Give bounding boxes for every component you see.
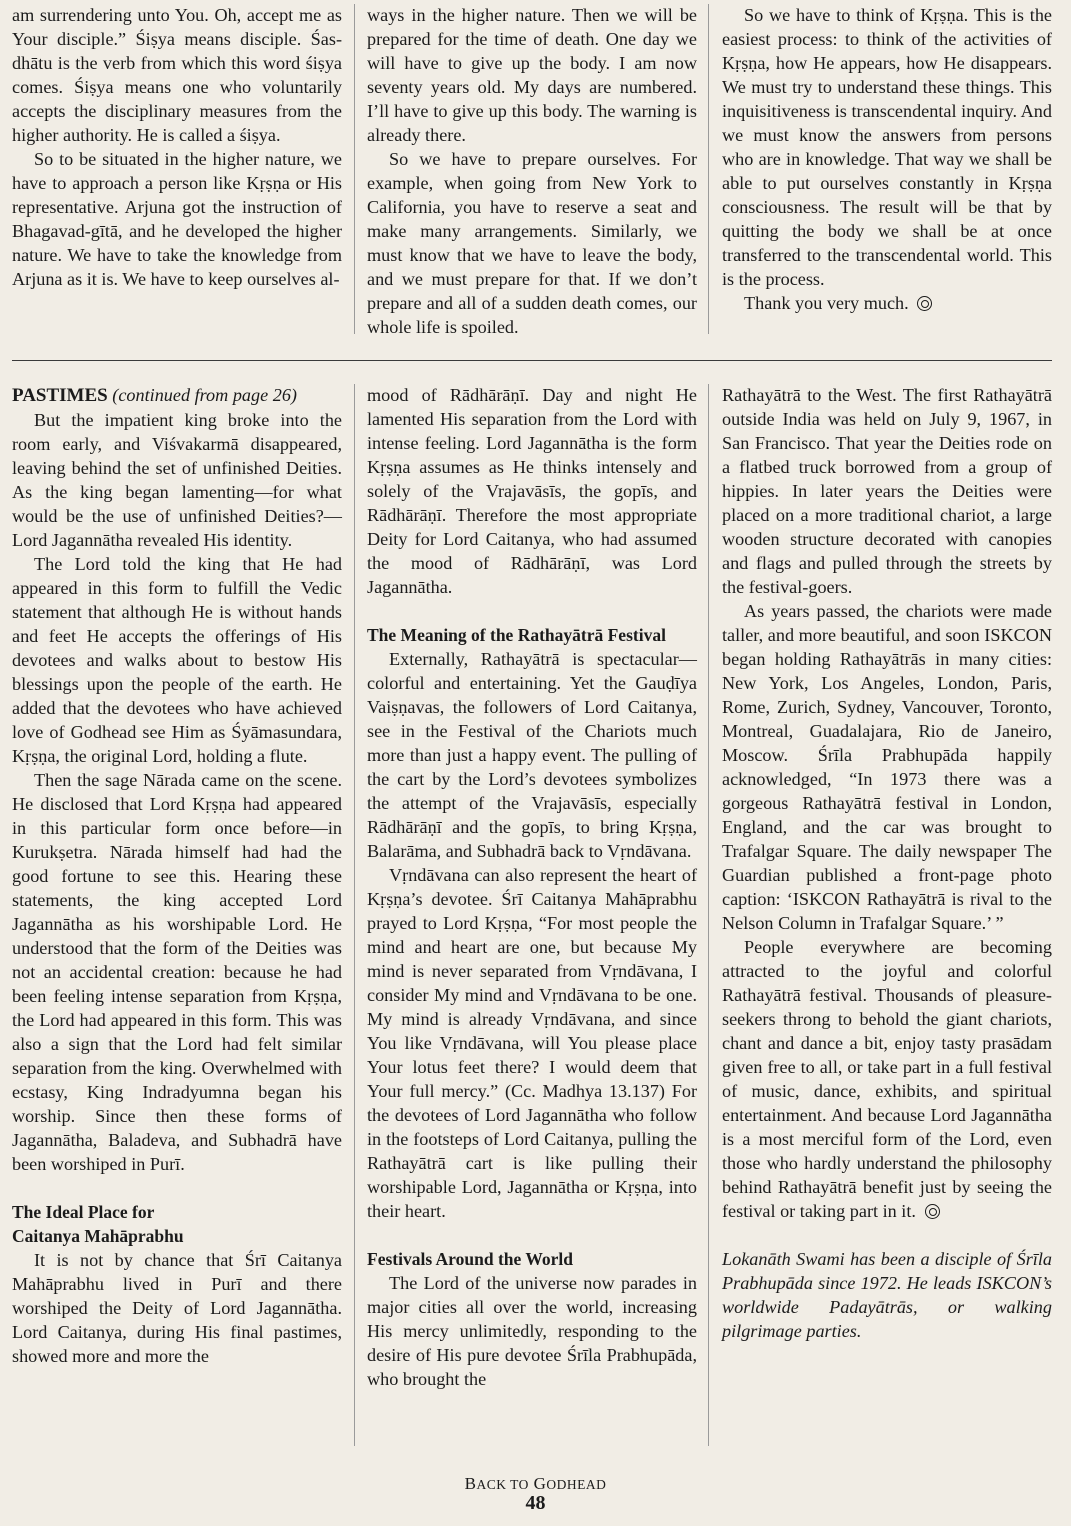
bottom-column-2 xyxy=(367,383,697,1391)
paragraph xyxy=(722,291,1052,315)
lotus-seal-icon xyxy=(917,296,932,311)
paragraph: Vṛndāvana can also represent the heart of Kṛṣṇa’s devotee. Śrī Caitanya Mahāprabhu prayed to Lord Kṛṣṇa, “For most people the mind and heart are one, but because My mind is never separated from Vṛndāvana, I consider My mind and Vṛndāvana to be one. My mind is already Vṛndāvana, and since You like Vṛndāvana, will You please place Your lotus feet there? I would deem that Your full mercy.” (Cc. Madhya 13.137) For the devotees of Lord Jagannātha who follow in the footsteps of Lord Caitanya, pulling the Rathayātrā cart is like pulling their worshipable Lord, Jagannātha or Kṛṣṇa, into their heart. xyxy=(367,865,697,1221)
paragraph-text: People everywhere are becoming attracted to the joyful and colorful Rathayātrā festival. Thousands of pleasure-seekers throng to behold the giant chariots, chant and dance a bit, enjoy tasty prasādam given free to all, or take part in a full festival of music, dance, exhibits, and spiritual entertainment. And because Lord Jagannātha is a most merciful form of the Lord, even those who hardly understand the philosophy behind Rathayātrā benefit just by seeing the festival or taking part in it. xyxy=(722,937,1052,1221)
paragraph: It is not by chance that Śrī Caitanya Mahāprabhu lived in Purī and there worshiped the Deity of Lord Jagannātha. Lord Caitanya, during His final pastimes, showed more and more the xyxy=(12,1250,342,1366)
paragraph: So we have to prepare ourselves. For example, when going from New York to California, you have to reserve a seat and make many arrangements. Similarly, we must know that we have to leave the body, and we must prepare for that. If we don’t prepare and all of a sudden death comes, our whole life is spoiled. xyxy=(367,149,697,337)
lotus-seal-icon xyxy=(925,1204,940,1219)
paragraph: am surrendering unto You. Oh, accept me as Your disciple.” Śiṣya means disciple. Śas-dhātu is the verb from which this word śiṣya comes. Śiṣya means one who voluntarily accepts the disciplinary measures from the higher authority. He is called a śiṣya. xyxy=(12,5,342,145)
magazine-name-part: G xyxy=(533,1474,547,1493)
subheading: The Meaning of the Rathayātrā Festival xyxy=(367,625,666,645)
paragraph: So we have to think of Kṛṣṇa. This is the easiest process: to think of the activities of Kṛṣṇa, how He appears, how He disappears. We must try to understand these things. This inquisitiveness is transcendental inquiry. And we must know the answers from persons who are in knowledge. That way we shall be able to put ourselves constantly in Kṛṣṇa consciousness. The result will be that by quitting the body we shall be at once transferred to the transcendental world. This is the process. xyxy=(722,5,1052,289)
paragraph: The Lord told the king that He had appeared in this form to fulfill the Vedic statement that although He is without hands and feet He accepts the offerings of His devotees and walks about to bestow His blessings upon the people of the earth. He added that the devotees who have achieved love of Godhead see Him as Śyāmasundara, Kṛṣṇa, the original Lord, holding a flute. xyxy=(12,554,342,766)
paragraph: So to be situated in the higher nature, we have to approach a person like Kṛṣṇa or His representative. Arjuna got the instruction of Bhagavad-gītā, and he developed the higher nature. We have to take the knowledge from Arjuna as it is. We have to keep ourselves al- xyxy=(12,149,342,289)
page-footer xyxy=(0,1474,1071,1515)
section-title: PASTIMES xyxy=(12,385,108,406)
paragraph: The Lord of the universe now parades in major cities all over the world, increasing His mercy unlimitedly, responding to the desire of His pure devotee Śrīla Prabhupāda, who brought the xyxy=(367,1273,697,1389)
top-column-3 xyxy=(722,3,1052,315)
magazine-name-part: ODHEAD xyxy=(546,1477,607,1492)
subheading: Festivals Around the World xyxy=(367,1249,573,1269)
column-divider xyxy=(354,4,355,334)
column-divider xyxy=(708,4,709,334)
subheading xyxy=(12,1200,342,1248)
author-credit: Lokanāth Swami has been a disciple of Śrīla Prabhupāda since 1972. He leads ISKCON’s worldwide Padayātrās, or walking pilgrimage parties. xyxy=(722,1249,1052,1341)
closing-line: Thank you very much. xyxy=(744,293,909,313)
magazine-name-part: B xyxy=(464,1474,477,1493)
top-column-1 xyxy=(12,3,342,291)
top-column-2 xyxy=(367,3,697,339)
paragraph: But the impatient king broke into the room early, and Viśvakarmā disappeared, leaving behind the set of unfinished Deities. As the king began lamenting—for what would be the use of unfinished Deities?—Lord Jagannātha revealed His identity. xyxy=(12,410,342,550)
section-divider xyxy=(12,360,1052,361)
bottom-column-1 xyxy=(12,383,342,1368)
subheading-line: The Ideal Place for xyxy=(12,1202,155,1222)
column-divider xyxy=(354,384,355,1446)
paragraph: As years passed, the chariots were made taller, and more beautiful, and soon ISKCON began holding Rathayātrās in many cities: New York, Los Angeles, London, Paris, Rome, Zurich, Sydney, Vancouver, Toronto, Montreal, Guadalajara, Rio de Janeiro, Moscow. Śrīla Prabhupāda happily acknowledged, “In 1973 there was a gorgeous Rathayātrā festival in London, England, and the car was brought to Trafalgar Square. The daily newspaper The Guardian published a front-page photo caption: ‘ISKCON Rathayātrā is rival to the Nelson Column in Trafalgar Square.’ ” xyxy=(722,601,1052,933)
bottom-column-3 xyxy=(722,383,1052,1343)
continued-note: (continued from page 26) xyxy=(112,385,297,405)
subheading-line: Caitanya Mahāprabhu xyxy=(12,1226,184,1246)
page-number: 48 xyxy=(525,1492,546,1514)
article-lead xyxy=(12,383,342,408)
column-divider xyxy=(708,384,709,1446)
magazine-name xyxy=(0,1474,1071,1494)
paragraph: ways in the higher nature. Then we will be prepared for the time of death. One day we will have to give up the body. I am now seventy years old. My days are numbered. I’ll have to give up this body. The warning is already there. xyxy=(367,5,697,145)
paragraph: mood of Rādhārāṇī. Day and night He lamented His separation from the Lord with intense feeling. Lord Jagannātha is the form Kṛṣṇa assumes as He thinks intensely and solely of the Vrajavāsīs, the gopīs, and Rādhārāṇī. Therefore the most appropriate Deity for Lord Caitanya, who had assumed the mood of Rādhārāṇī, was Lord Jagannātha. xyxy=(367,385,697,597)
magazine-name-part: ACK TO xyxy=(476,1477,529,1492)
paragraph: Externally, Rathayātrā is spectacular—colorful and entertaining. Yet the Gauḍīya Vaiṣṇavas, the followers of Lord Caitanya, see in the Festival of the Chariots much more than just a happy event. The pulling of the cart by the Lord’s devotees symbolizes the attempt of the Vrajavāsīs, especially Rādhārāṇī and the gopīs, to bring Kṛṣṇa, Balarāma, and Subhadrā back to Vṛndāvana. xyxy=(367,649,697,861)
paragraph: Then the sage Nārada came on the scene. He disclosed that Lord Kṛṣṇa had appeared in this particular form once before—in Kurukṣetra. Nārada himself had had the good fortune to see this. Hearing these statements, the king accepted Lord Jagannātha as his worshipable Lord. He understood that the form of the Deities was not an accidental creation: because he had been feeling intense separation from Kṛṣṇa, the Lord had appeared in this form. This was also a sign that the Lord had felt similar separation from the king. Overwhelmed with ecstasy, King Indradyumna began his worship. Since then these forms of Jagannātha, Baladeva, and Subhadrā have been worshiped in Purī. xyxy=(12,770,342,1174)
paragraph xyxy=(722,935,1052,1223)
paragraph: Rathayātrā to the West. The first Rathayātrā outside India was held on July 9, 1967, in San Francisco. That year the Deities rode on a flatbed truck borrowed from a group of hippies. In later years the Deities were placed on a more traditional chariot, a large wooden structure decorated with canopies and flags and pulled through the streets by the festival-goers. xyxy=(722,385,1052,597)
